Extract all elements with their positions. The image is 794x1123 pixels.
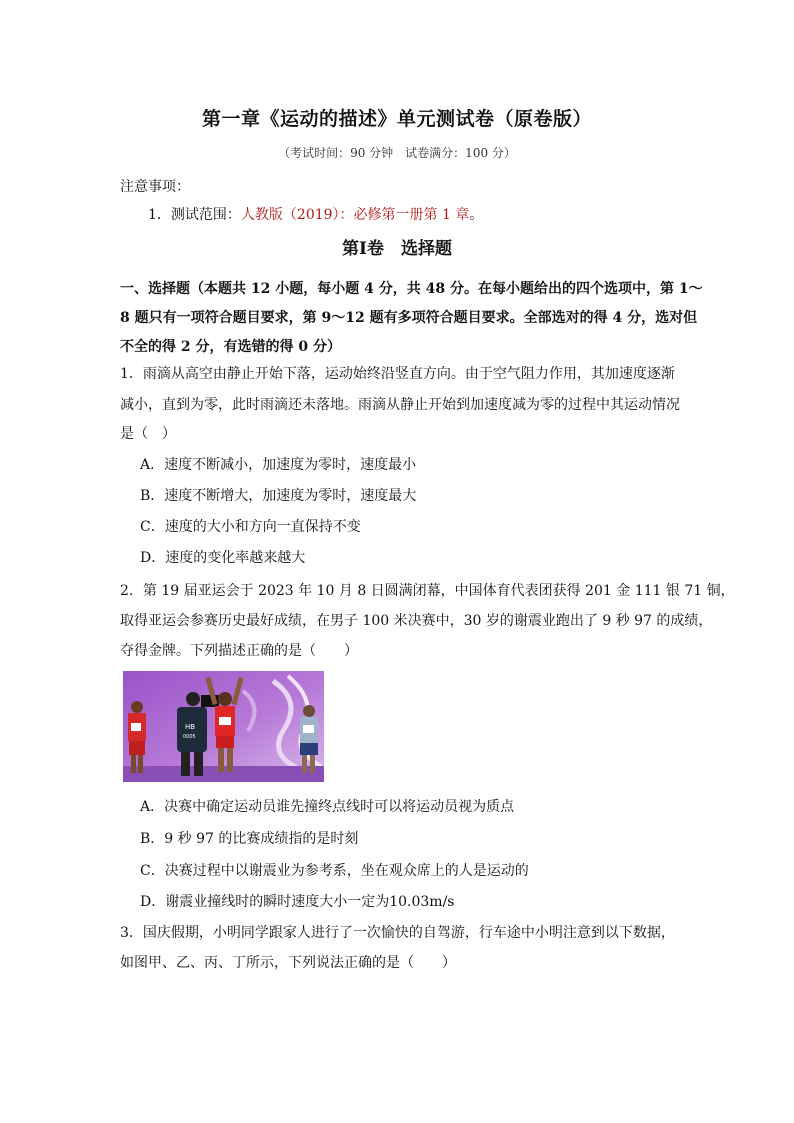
exam-info: （考试时间：90 分钟 试卷满分：100 分） <box>278 146 516 160</box>
page-title: 第一章《运动的描述》单元测试卷（原卷版） <box>201 108 592 130</box>
question-1-option-b: B．速度不断增大，加速度为零时，速度最大 <box>140 488 417 504</box>
question-2-line-3: 夺得金牌。下列描述正确的是（ ） <box>120 643 358 659</box>
question-3-line-2: 如图甲、乙、丙、丁所示，下列说法正确的是（ ） <box>120 955 456 971</box>
notice-item-suffix: 。 <box>469 207 484 223</box>
instructions-line-1: 一、选择题（本题共 12 小题，每小题 4 分，共 48 分。在每小题给出的四个选项中，第 1～ <box>120 281 703 297</box>
question-1-line-1: 1．雨滴从高空由静止开始下落，运动始终沿竖直方向。由于空气阻力作用，其加速度逐渐 <box>120 366 675 382</box>
question-2-line-1: 2．第 19 届亚运会于 2023 年 10 月 8 日圆满闭幕，中国体育代表团获得 201 金 111 银 71 铜， <box>120 583 735 599</box>
question-2-option-d: D．谢震业撞线时的瞬时速度大小一定为10.03m/s <box>140 894 455 910</box>
camera-number: 0005 <box>183 734 196 740</box>
instructions-line-3: 不全的得 2 分，有选错的得 0 分） <box>120 339 341 355</box>
question-1-line-2: 减小，直到为零，此时雨滴还未落地。雨滴从静止开始到加速度减为零的过程中其运动情况 <box>120 397 680 413</box>
question-2-option-c: C．决赛过程中以谢震业为参考系，坐在观众席上的人是运动的 <box>140 863 529 879</box>
notice-heading: 注意事项： <box>120 179 190 195</box>
question-2-line-2: 取得亚运会参赛历史最好成绩，在男子 100 米决赛中，30 岁的谢震业跑出了 9 秒 97 的成绩， <box>120 613 713 629</box>
question-2-option-a: A．决赛中确定运动员谁先撞终点线时可以将运动员视为质点 <box>140 799 515 815</box>
section-title: 第Ⅰ卷 选择题 <box>342 239 452 259</box>
question-1-option-d: D．速度的变化率越来越大 <box>140 550 306 566</box>
question-3-line-1: 3．国庆假期，小明同学跟家人进行了一次愉快的自驾游，行车途中小明注意到以下数据， <box>120 925 675 941</box>
race-photo <box>123 671 324 782</box>
question-2-option-b: B．9 秒 97 的比赛成绩指的是时刻 <box>140 831 359 847</box>
notice-item-scope: 人教版（2019）：必修第一册第 1 章 <box>240 207 470 223</box>
question-1-option-c: C．速度的大小和方向一直保持不变 <box>140 519 361 535</box>
question-1-option-a: A．速度不断减小，加速度为零时，速度最小 <box>140 457 417 473</box>
notice-item-prefix: 1．测试范围： <box>148 207 241 223</box>
instructions-line-2: 8 题只有一项符合题目要求，第 9～12 题有多项符合题目要求。全部选对的得 4 分，选对但 <box>120 310 698 326</box>
camera-label: HB <box>185 723 196 731</box>
notice-item <box>148 204 483 224</box>
question-1-line-3: 是（ ） <box>120 426 176 442</box>
